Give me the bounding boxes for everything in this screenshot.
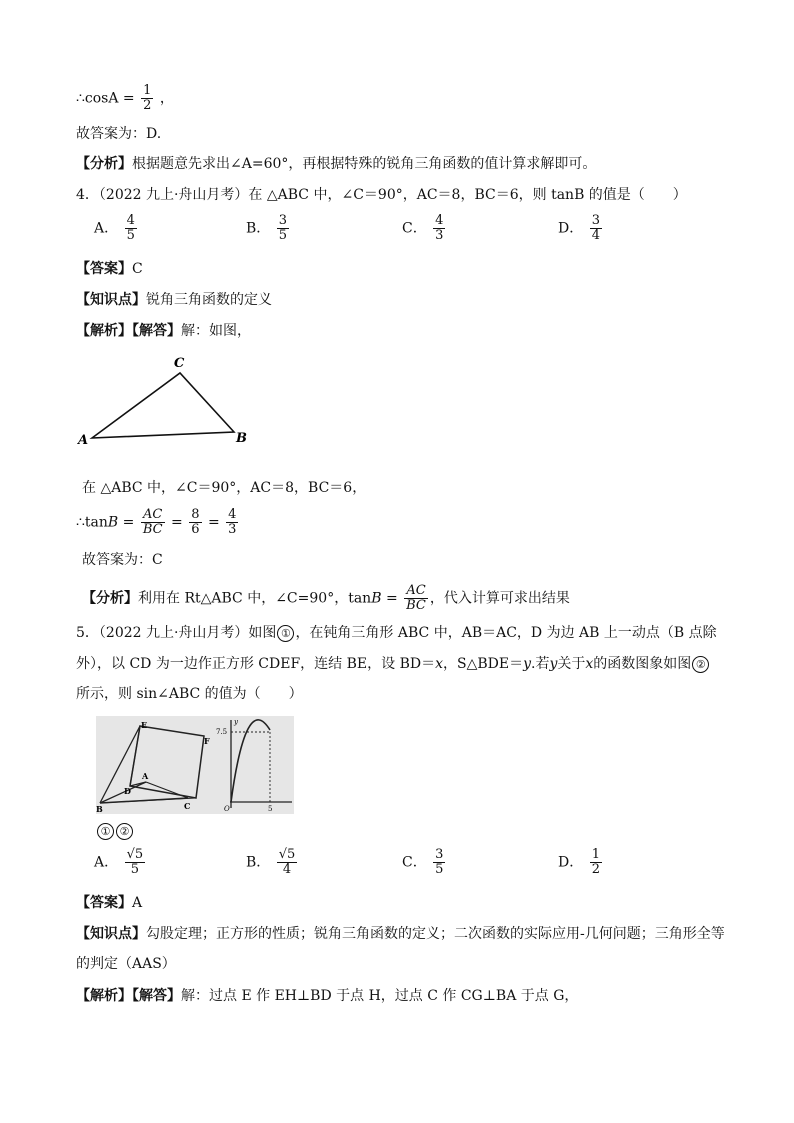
frac-4: 4: [228, 507, 237, 522]
q5-option-c-num: 3: [435, 847, 444, 862]
q5-option-a-label: A．: [94, 854, 119, 871]
fig-label-5: 5: [268, 805, 273, 813]
fig-caption-1: ①: [97, 823, 114, 840]
q5-option-b-den: 4: [282, 862, 292, 877]
fig-label-c: C: [184, 801, 191, 811]
q4-knowledge-label: 【知识点】: [76, 292, 146, 308]
q4-answer-value: C: [132, 261, 143, 277]
fig-caption-2: ②: [116, 823, 133, 840]
q4-option-d-num: 3: [591, 213, 600, 228]
q5-knowledge-text: 勾股定理；正方形的性质；锐角三角函数的定义；二次函数的实际应用-几何问题；三角形全等: [146, 926, 725, 942]
q5-stem-1-post: ，在钝角三角形 ABC 中，AB＝AC，D 为边 AB 上一动点（B 点除: [295, 625, 717, 641]
fig-label-b: B: [96, 804, 103, 814]
q5-figure-drawing: [96, 716, 294, 814]
q5-stem-1-pre: 5．（2022 九上·舟山月考）如图: [76, 625, 277, 641]
q4-analysis-post: ，代入计算可求出结果: [429, 590, 570, 607]
q4-option-a-label: A．: [94, 220, 119, 237]
q4-option-b-num: 3: [278, 213, 288, 228]
q4-option-c: [402, 214, 447, 243]
q5-stem-2: [76, 654, 710, 674]
q4-solution-text: 解：如图，: [181, 323, 251, 339]
q4-option-b: [246, 214, 291, 243]
q5-stem-2-pre: 外），以 CD 为一边作正方形 CDEF，连结 BE，设 BD＝: [76, 656, 436, 672]
q5-figure-captions: [96, 821, 134, 841]
tri-label-a: A: [78, 433, 89, 448]
q4-knowledge-text: 锐角三角函数的定义: [146, 292, 272, 308]
q4-option-a-den: 5: [126, 228, 135, 243]
triangle-figure: [74, 350, 264, 450]
q5-option-b: [246, 848, 299, 877]
q4-analysis-label: 【分析】: [82, 590, 138, 607]
q4-analysis-ac: AC: [404, 584, 428, 599]
q5-answer: [76, 893, 142, 913]
cos-fraction: [141, 84, 153, 113]
q4-option-d-den: 4: [591, 228, 600, 243]
tan-b: B: [107, 514, 119, 531]
q5-solution: [76, 986, 578, 1006]
fig-label-d: D: [124, 786, 131, 796]
var-y-2: y: [549, 656, 558, 672]
frac-ac: AC: [141, 508, 165, 523]
q5-option-c-label: C．: [402, 854, 427, 871]
frac-3: 3: [228, 522, 237, 537]
q5-stem-2-mid3: 关于: [557, 656, 586, 672]
analysis-1: [76, 154, 596, 174]
analysis-text: 根据题意先求出∠A=60°，再根据特殊的锐角三角函数的值计算求解即可。: [132, 156, 597, 172]
q4-knowledge: [76, 290, 272, 310]
q4-option-c-num: 4: [435, 213, 444, 228]
fig-label-7-5: 7.5: [216, 728, 228, 736]
q4-answer-label: 【答案】: [76, 261, 132, 277]
cos-line: [76, 84, 174, 113]
var-y-1: y: [523, 656, 531, 672]
q4-option-b-label: B．: [246, 220, 271, 237]
analysis-label: 【分析】: [76, 156, 132, 172]
q5-option-b-num: √5: [278, 847, 296, 862]
eq-2: =: [171, 514, 183, 531]
q5-knowledge-cont: 的判定（AAS）: [76, 956, 176, 972]
q5-option-b-label: B．: [246, 854, 271, 871]
q4-option-a-num: 4: [126, 213, 135, 228]
fig-label-o: O: [224, 805, 230, 813]
cos-num: 1: [143, 83, 152, 98]
q4-stem: 4．（2022 九上·舟山月考）在 △ABC 中，∠C＝90°，AC＝8，BC＝6，则 tanB 的值是（ ）: [76, 187, 687, 203]
frac-8: 8: [191, 507, 200, 522]
q4-given: 在 △ABC 中，∠C＝90°，AC＝8，BC＝6，: [82, 480, 367, 496]
q5-figure-photo: [96, 716, 294, 814]
q4-solution: [76, 321, 251, 341]
q4-answer: [76, 259, 143, 279]
triangle-abc: [92, 373, 234, 438]
cos-den: 2: [143, 98, 152, 113]
q5-stem-2-mid: ，S△BDE＝: [442, 656, 524, 672]
eq-3: =: [207, 514, 220, 531]
q5-solution-text: 解：过点 E 作 EH⊥BD 于点 H，过点 C 作 CG⊥BA 于点 G，: [181, 988, 579, 1004]
q5-option-d-label: D．: [558, 854, 584, 871]
frac-bc: BC: [142, 522, 163, 537]
q4-option-b-den: 5: [278, 228, 288, 243]
q5-option-d-den: 2: [591, 862, 600, 877]
cos-prefix: ∴cosA =: [76, 90, 135, 107]
frac-6: 6: [191, 522, 200, 537]
fig-label-a: A: [142, 771, 149, 781]
q4-option-d-label: D．: [558, 220, 584, 237]
q5-answer-value: A: [132, 895, 143, 911]
fig-label-f: F: [204, 736, 210, 746]
tan-prefix: ∴tan: [76, 514, 108, 531]
q5-stem-2-mid2: .若: [531, 656, 550, 672]
q5-option-c: [402, 848, 447, 877]
q4-analysis-bc: BC: [406, 598, 426, 613]
q5-stem-1: [76, 623, 717, 643]
q4-analysis-eq: =: [385, 590, 398, 607]
q4-tan-line: [76, 508, 240, 537]
q4-solution-label: 【解析】【解答】: [76, 323, 181, 339]
q4-analysis: [82, 584, 570, 613]
q5-option-a-num: √5: [126, 847, 144, 862]
q5-option-a: [94, 848, 147, 877]
q4-option-c-den: 3: [435, 228, 444, 243]
q5-option-d-num: 1: [591, 847, 600, 862]
fig-label-e: E: [141, 720, 148, 730]
q5-option-d: [558, 848, 604, 877]
q4-analysis-b: B: [371, 590, 382, 607]
circled-1: ①: [277, 625, 294, 642]
q5-stem-3: 所示，则 sin∠ABC 的值为（ ）: [76, 686, 303, 702]
var-x-2: x: [585, 656, 594, 672]
answer-d: 故答案为：D.: [76, 126, 162, 142]
q4-answer-c: 故答案为：C: [82, 552, 163, 568]
q4-option-a: [94, 214, 139, 243]
q5-knowledge: [76, 924, 725, 944]
q5-option-c-den: 5: [435, 862, 444, 877]
q5-stem-2-post: 的函数图象如图: [593, 656, 692, 672]
q4-analysis-pre: 利用在 Rt△ABC 中，∠C=90°，tan: [138, 590, 372, 607]
q5-knowledge-label: 【知识点】: [76, 926, 146, 942]
q5-option-a-den: 5: [130, 862, 139, 877]
q5-solution-label: 【解析】【解答】: [76, 988, 181, 1004]
q4-option-c-label: C．: [402, 220, 427, 237]
eq-1: =: [122, 514, 135, 531]
q4-option-d: [558, 214, 604, 243]
fig-label-y: y: [234, 718, 238, 726]
circled-2: ②: [692, 656, 709, 673]
tri-label-b: B: [236, 431, 247, 446]
tri-label-c: C: [174, 356, 185, 371]
cos-tail: ，: [159, 90, 174, 107]
q5-answer-label: 【答案】: [76, 895, 132, 911]
var-x-1: x: [435, 656, 443, 672]
